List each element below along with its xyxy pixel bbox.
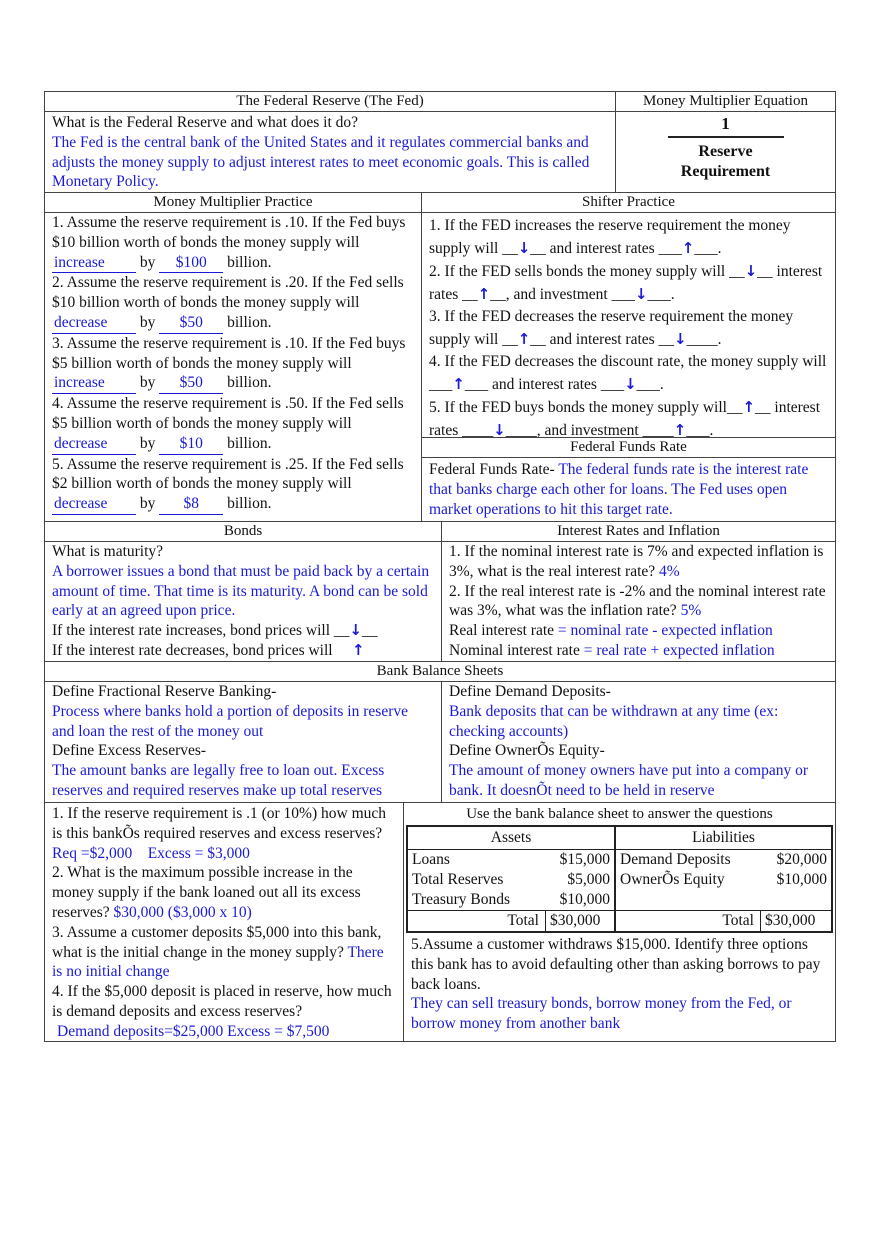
mm-practice-item: 5. Assume the reserve requirement is .25. If the Fed sells $2 billion worth of bonds the money supply will decrease by $8 billion. — [45, 455, 421, 515]
liabilities-total-row — [616, 911, 831, 931]
answer-direction: decrease — [52, 494, 136, 515]
bonds-a1: A borrower issues a bond that must be paid back by a certain amount of time. That time is its maturity. A bond can be sold early at an agreed upon price. — [52, 562, 430, 620]
liabilities-total-value: $30,000 — [760, 911, 831, 931]
fraction-numerator: 1 — [721, 114, 730, 133]
rates-formula-real: Real interest rate = nominal rate - expected inflation — [449, 622, 773, 640]
balance-row: Demand Deposits $20,000 — [620, 851, 827, 868]
balance-sheet-header-row — [408, 827, 831, 850]
shifter-list — [422, 213, 835, 442]
rates-formula-nominal: Nominal interest rate = real rate + expected inflation — [449, 641, 775, 659]
assets-column — [408, 850, 616, 910]
arrow-down-icon: ↓ — [349, 621, 362, 640]
fed-section — [45, 92, 615, 193]
shifter-item-2: 2. If the FED sells bonds the money supply will __↓__ interest rates __↑__, and investment ___↓___. — [429, 262, 823, 303]
bbs-left — [45, 682, 441, 803]
ffr-label: Federal Funds Rate- — [429, 461, 555, 478]
er-answer: The amount banks are legally free to loan out. Excess reserves and required reserves make up total reserves — [52, 762, 385, 799]
answer-direction: decrease — [52, 434, 136, 455]
fed-answer: The Fed is the central bank of the United States and it regulates commercial banks and adjusts the money supply to adjust interest rates to meet economic goals. This is called Monetary Policy. — [52, 133, 590, 191]
rates-q1: 1. If the nominal interest rate is 7% and expected inflation is 3%, what is the real interest rate? 4% — [449, 543, 824, 580]
rates-section — [441, 522, 835, 662]
balance-row: Treasury Bonds $10,000 — [412, 891, 610, 908]
bonds-q2: If the interest rate increases, bond prices will __↓__ — [52, 621, 378, 640]
frb-answer: Process where banks hold a portion of deposits in reserve and loan the rest of the money out — [52, 702, 408, 740]
shifter-section — [421, 193, 835, 522]
fraction-denominator-2: Requirement — [680, 163, 771, 180]
ffr-header: Federal Funds Rate — [422, 438, 835, 458]
shifter-item-3: 3. If the FED decreases the reserve requirement the money supply will __↑__ and interest rates __↓____. — [429, 308, 794, 348]
bbs-section — [45, 662, 835, 803]
bank-q3: 3. Assume a customer deposits $5,000 into this bank, what is the initial change in the money supply? There is no initial change — [52, 923, 384, 981]
er-question: Define Excess Reserves- — [52, 742, 207, 760]
arrow-down-icon: ↓ — [634, 285, 648, 303]
balance-sheet-table — [406, 825, 833, 933]
multiplier-fraction — [616, 112, 835, 182]
rates-q2: 2. If the real interest rate is -2% and the nominal interest rate was 3%, what was the inflation rate? 5% — [449, 582, 826, 620]
shifter-item-1: 1. If the FED increases the reserve requirement the money supply will __↓__ and interest rates ___↑___. — [429, 217, 791, 257]
bonds-header: Bonds — [45, 522, 441, 542]
ffr-body — [422, 458, 835, 519]
assets-total-value: $30,000 — [545, 911, 614, 931]
mm-practice-item: 3. Assume the reserve requirement is .10. If the Fed buys $5 billion worth of bonds the money supply will increase by $50 billion. — [45, 334, 421, 394]
assets-total-row — [408, 911, 616, 931]
assets-total-label: Total — [507, 912, 539, 929]
answer-direction: increase — [52, 253, 136, 274]
bank-q2: 2. What is the maximum possible increase in the money supply if the bank loaned out all its excess reserves? $30,000 ($3,000 x 10) — [52, 864, 361, 921]
arrow-down-icon: ↓ — [674, 330, 687, 348]
bank-q5: 5.Assume a customer withdraws $15,000. Identify three options this bank has to avoid defaulting other than asking borrows to pay back loans. — [411, 936, 821, 993]
multiplier-equation-header: Money Multiplier Equation — [616, 92, 835, 112]
mm-practice-section — [45, 193, 421, 522]
shifter-item-5: 5. If the FED buys bonds the money supply will__↑__ interest rates ____↓____, and investment ____↑___. — [429, 398, 821, 439]
balance-sheet-body — [408, 850, 831, 910]
multiplier-equation-section — [615, 92, 835, 193]
ffr-section — [422, 437, 835, 522]
balance-sheet-intro: Use the bank balance sheet to answer the questions — [466, 806, 773, 822]
answer-amount: $50 — [159, 313, 223, 334]
shifter-header: Shifter Practice — [422, 193, 835, 213]
liabilities-header: Liabilities — [616, 827, 831, 850]
bank-a4: Demand deposits=$25,000 Excess = $7,500 — [57, 1022, 330, 1040]
arrow-down-icon: ↓ — [624, 375, 637, 393]
oe-question: Define OwnerÕs Equity- — [449, 742, 605, 760]
answer-direction: decrease — [52, 313, 136, 334]
worksheet — [44, 91, 836, 1042]
fed-question: What is the Federal Reserve and what does it do? — [52, 114, 359, 131]
answer-direction: increase — [52, 373, 136, 394]
dd-question: Define Demand Deposits- — [449, 683, 611, 700]
arrow-up-icon: ↑ — [477, 285, 491, 303]
liabilities-column — [616, 850, 831, 910]
shifter-item-4: 4. If the FED decreases the discount rate, the money supply will ___↑___ and interest rates ___↓___. — [429, 353, 827, 393]
arrow-up-icon: ↑ — [517, 330, 531, 348]
balance-sheet-section — [403, 803, 835, 1041]
oe-answer: The amount of money owners have put into a company or bank. It doesnÕt need to be held in reserve — [449, 762, 808, 799]
bonds-section — [45, 522, 441, 662]
answer-amount: $50 — [159, 373, 223, 394]
arrow-up-icon: ↑ — [452, 375, 465, 393]
answer-amount: $10 — [159, 434, 223, 455]
bank-q1: 1. If the reserve requirement is .1 (or 10%) how much is this bankÕs required reserves and excess reserves? Req =$2,000 Excess = $3,000 — [52, 805, 386, 862]
liabilities-table — [616, 850, 831, 890]
answer-amount: $8 — [159, 494, 223, 515]
assets-header: Assets — [408, 827, 616, 850]
bank-a5: They can sell treasury bonds, borrow money from the Fed, or borrow money from another bank — [411, 995, 792, 1033]
arrow-down-icon: ↓ — [517, 239, 531, 257]
answer-amount: $100 — [159, 253, 223, 274]
mm-practice-item: 1. Assume the reserve requirement is .10. If the Fed buys $10 billion worth of bonds the money supply will increase by $100 billion. — [45, 213, 421, 273]
arrow-up-icon: ↑ — [673, 421, 687, 439]
bbs-right — [441, 682, 835, 803]
rates-header: Interest Rates and Inflation — [442, 522, 835, 542]
bbs-header: Bank Balance Sheets — [45, 662, 835, 682]
bank-q4: 4. If the $5,000 deposit is placed in reserve, how much is demand deposits and excess reserves? — [52, 983, 392, 1020]
arrow-up-icon: ↑ — [681, 239, 695, 257]
arrow-up-icon: ↑ — [351, 640, 365, 659]
arrow-down-icon: ↓ — [493, 421, 506, 439]
assets-table — [408, 850, 614, 910]
balance-sheet-total-row — [408, 910, 831, 931]
mm-practice-item: 4. Assume the reserve requirement is .50. If the Fed sells $5 billion worth of bonds the money supply will decrease by $10 billion. — [45, 394, 421, 454]
bank-questions-section — [45, 803, 403, 1041]
ffr-answer: The federal funds rate is the interest rate that banks charge each other for loans. The Fed uses open market operations to hit this target rate. — [429, 461, 809, 518]
frb-question: Define Fractional Reserve Banking- — [52, 683, 277, 700]
fraction-denominator-1: Reserve — [698, 143, 753, 160]
balance-row: OwnerÕs Equity $10,000 — [620, 871, 827, 888]
balance-row: Loans $15,000 — [412, 851, 610, 868]
mm-practice-item: 2. Assume the reserve requirement is .20. If the Fed sells $10 billion worth of bonds the money supply will decrease by $50 billion. — [45, 273, 421, 333]
liabilities-total-label: Total — [722, 912, 754, 929]
arrow-down-icon: ↓ — [744, 262, 758, 280]
mm-practice-list — [45, 213, 421, 515]
fed-header: The Federal Reserve (The Fed) — [45, 92, 615, 112]
balance-row: Total Reserves $5,000 — [412, 871, 610, 888]
bonds-q3: If the interest rate decreases, bond prices will ↑ — [52, 640, 365, 659]
arrow-up-icon: ↑ — [742, 398, 756, 416]
bonds-q1: What is maturity? — [52, 543, 164, 560]
mm-practice-header: Money Multiplier Practice — [45, 193, 421, 213]
dd-answer: Bank deposits that can be withdrawn at any time (ex: checking accounts) — [449, 702, 779, 740]
